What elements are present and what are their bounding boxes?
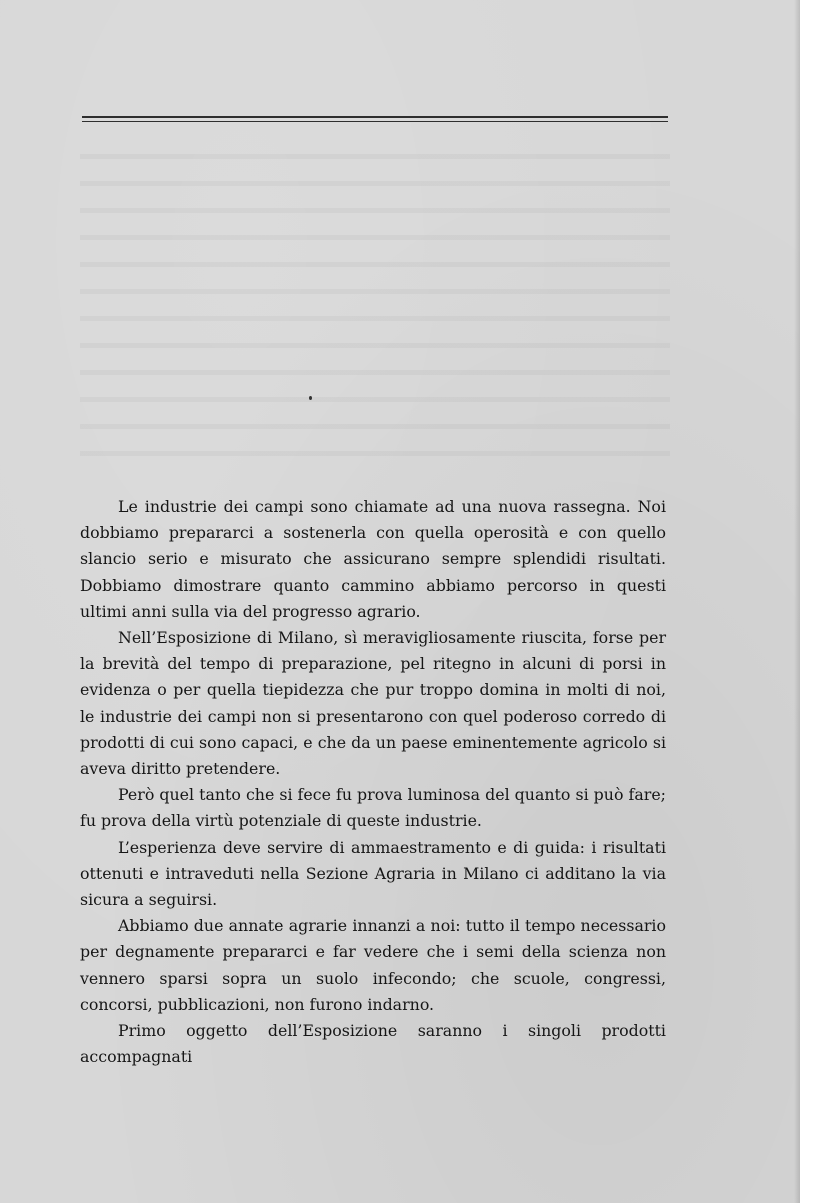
paragraph: Le industrie dei campi sono chiamate ad una nuova rassegna. Noi dobbiamo prepararci a sostenerla con quella operosità e con quello slancio serio e misurato che assicurano sempre splendidi risultati. Dobbiamo dimostrare quanto cammino abbiamo percorso in questi ultimi anni sulla via del progresso agrario.	[80, 497, 666, 621]
body-text	[80, 494, 666, 1070]
paragraph: Primo oggetto dell’Esposizione saranno i singoli prodotti accompagnati	[80, 1021, 666, 1067]
paragraph: Però quel tanto che si fece fu prova luminosa del quanto si può fare; fu prova della virtù potenziale di queste industrie.	[80, 785, 666, 831]
ink-speck	[309, 396, 312, 400]
header-rule-thick	[82, 116, 668, 118]
bleed-through-text	[80, 140, 670, 470]
header-double-rule	[82, 116, 668, 124]
paragraph: L’esperienza deve servire di ammaestramento e di guida: i risultati ottenuti e intraveduti nella Sezione Agraria in Milano ci additano la via sicura a seguirsi.	[80, 837, 666, 910]
header-rule-thin	[82, 121, 668, 122]
paragraph: Nell’Esposizione di Milano, sì meravigliosamente riuscita, forse per la brevità del tempo di preparazione, pel ritegno in alcuni di porsi in evidenza o per quella tiepidezza che pur troppo domina in molti di noi, le industrie dei campi non si presentarono con quel poderoso corredo di prodotti di cui sono capaci, e che da un paese eminentemente agricolo si aveva diritto pretendere.	[80, 628, 666, 779]
page-edge-shadow	[794, 0, 800, 1203]
paragraph: Abbiamo due annate agrarie innanzi a noi: tutto il tempo necessario per degnamente prepararci e far vedere che i semi della scienza non vennero sparsi sopra un suolo infecondo; che scuole, congressi, concorsi, pubblicazioni, non furono indarno.	[80, 916, 666, 1014]
